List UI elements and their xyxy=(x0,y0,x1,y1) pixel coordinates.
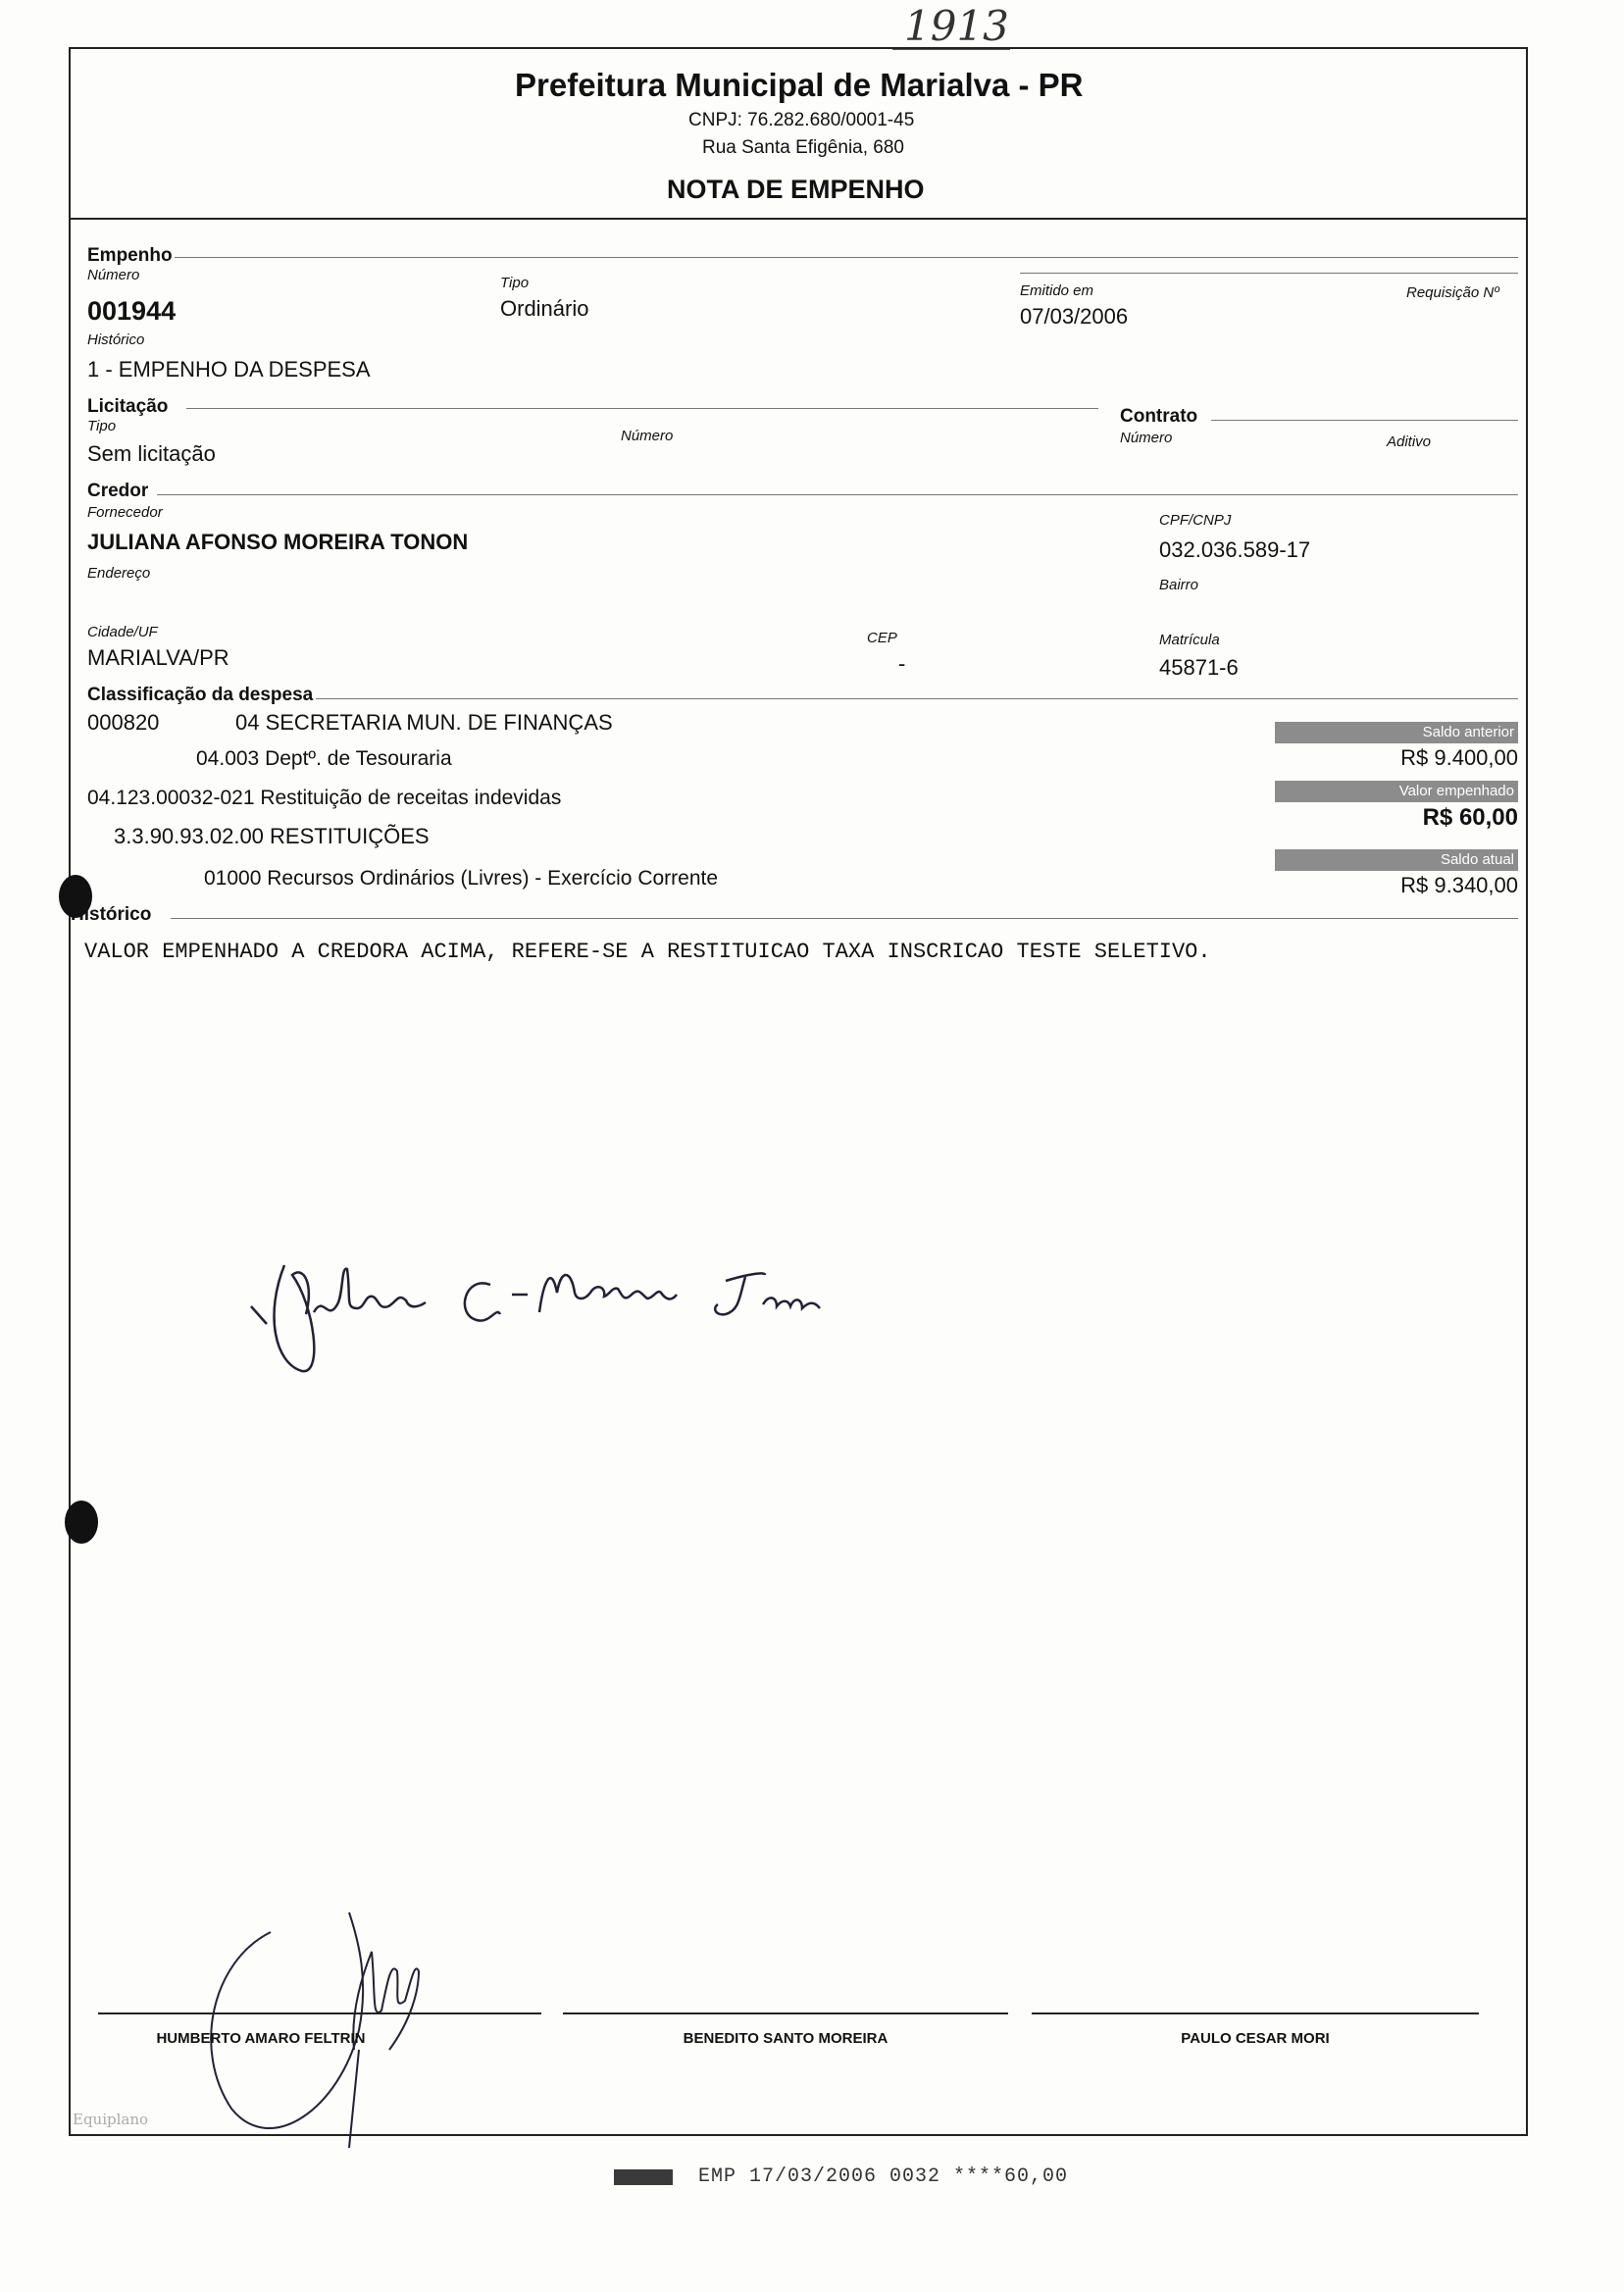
section-contrato: Contrato xyxy=(1120,406,1198,427)
section-licitacao: Licitação xyxy=(87,396,169,417)
historico-label: Histórico xyxy=(87,331,145,348)
fornecedor-name: JULIANA AFONSO MOREIRA TONON xyxy=(87,530,469,554)
cidade-value: MARIALVA/PR xyxy=(87,645,229,670)
section-classificacao: Classificação da despesa xyxy=(87,685,314,705)
contrato-rule xyxy=(1211,420,1518,421)
creditor-signature xyxy=(245,1246,853,1393)
prefeitura-title: Prefeitura Municipal de Marialva - PR xyxy=(515,67,1084,103)
classificacao-fonte: 01000 Recursos Ordinários (Livres) - Exercício Corrente xyxy=(204,867,719,890)
bank-logo xyxy=(614,2169,673,2185)
licitacao-rule xyxy=(186,408,1098,409)
saldo-anterior-value: R$ 9.400,00 xyxy=(1400,745,1518,770)
empenho-numero: 001944 xyxy=(87,296,177,326)
official-signature xyxy=(192,1854,486,2148)
section-rule xyxy=(175,257,1518,258)
fornecedor-label: Fornecedor xyxy=(87,504,163,521)
matricula-value: 45871-6 xyxy=(1159,655,1239,680)
empenho-tipo: Ordinário xyxy=(500,296,589,321)
classificacao-codigo: 000820 xyxy=(87,710,160,735)
authentication-line: EMP 17/03/2006 0032 ****60,00 xyxy=(698,2165,1069,2188)
saldo-atual-value: R$ 9.340,00 xyxy=(1400,873,1518,897)
licitacao-tipo: Sem licitação xyxy=(87,441,216,466)
cep-label: CEP xyxy=(867,630,897,646)
empenho-numero-label: Número xyxy=(87,267,140,283)
signature-line xyxy=(98,2012,541,2014)
section-credor: Credor xyxy=(87,481,149,501)
signatory-name: BENEDITO SANTO MOREIRA xyxy=(683,2030,888,2047)
saldo-atual-label: Saldo atual xyxy=(1275,849,1518,871)
classificacao-rule xyxy=(316,698,1518,699)
page-stamp-number: 1913 xyxy=(904,2,1009,50)
classificacao-elemento: 3.3.90.93.02.00 RESTITUIÇÕES xyxy=(114,824,430,848)
section-historico: Histórico xyxy=(71,904,152,925)
section-empenho: Empenho xyxy=(87,245,173,266)
historico-rule xyxy=(171,918,1518,919)
contrato-aditivo-label: Aditivo xyxy=(1387,433,1432,450)
bairro-label: Bairro xyxy=(1159,577,1199,593)
matricula-label: Matrícula xyxy=(1159,632,1220,648)
cpf-value: 032.036.589-17 xyxy=(1159,537,1311,562)
contrato-numero-label: Número xyxy=(1120,430,1173,446)
document-title: NOTA DE EMPENHO xyxy=(667,175,925,204)
endereco-label: Endereço xyxy=(87,565,151,582)
cep-value: - xyxy=(898,651,906,676)
licitacao-tipo-label: Tipo xyxy=(87,418,117,434)
header-divider xyxy=(69,218,1528,220)
cpf-label: CPF/CNPJ xyxy=(1159,512,1232,529)
cnpj-text: CNPJ: 76.282.680/0001-45 xyxy=(688,110,915,130)
valor-empenhado-label: Valor empenhado xyxy=(1275,781,1518,802)
signatory-name: PAULO CESAR MORI xyxy=(1181,2030,1330,2047)
classificacao-funcional: 04.123.00032-021 Restituição de receitas indevidas xyxy=(87,787,562,809)
empenho-rule xyxy=(1020,273,1518,274)
licitacao-numero-label: Número xyxy=(621,428,674,444)
valor-empenhado-value: R$ 60,00 xyxy=(1422,804,1518,831)
credor-rule xyxy=(157,494,1518,495)
empenho-historico: 1 - EMPENHO DA DESPESA xyxy=(87,357,371,382)
cidade-label: Cidade/UF xyxy=(87,624,158,640)
saldo-anterior-label: Saldo anterior xyxy=(1275,722,1518,743)
empenho-tipo-label: Tipo xyxy=(500,275,530,291)
emitido-date: 07/03/2006 xyxy=(1020,304,1129,329)
address-text: Rua Santa Efigênia, 680 xyxy=(702,137,904,158)
classificacao-unidade: 04.003 Deptº. de Tesouraria xyxy=(196,747,452,770)
software-watermark: Equiplano xyxy=(73,2111,149,2128)
signature-line xyxy=(563,2012,1008,2014)
punch-hole xyxy=(65,1501,98,1544)
requisicao-label: Requisição Nº xyxy=(1406,284,1499,301)
signature-line xyxy=(1032,2012,1479,2014)
emitido-label: Emitido em xyxy=(1020,282,1094,299)
historico-texto: VALOR EMPENHADO A CREDORA ACIMA, REFERE-SE A RESTITUICAO TAXA INSCRICAO TESTE SELETIVO. xyxy=(84,940,1211,964)
classificacao-orgao: 04 SECRETARIA MUN. DE FINANÇAS xyxy=(235,710,613,735)
signatory-name: HUMBERTO AMARO FELTRIN xyxy=(156,2030,366,2047)
